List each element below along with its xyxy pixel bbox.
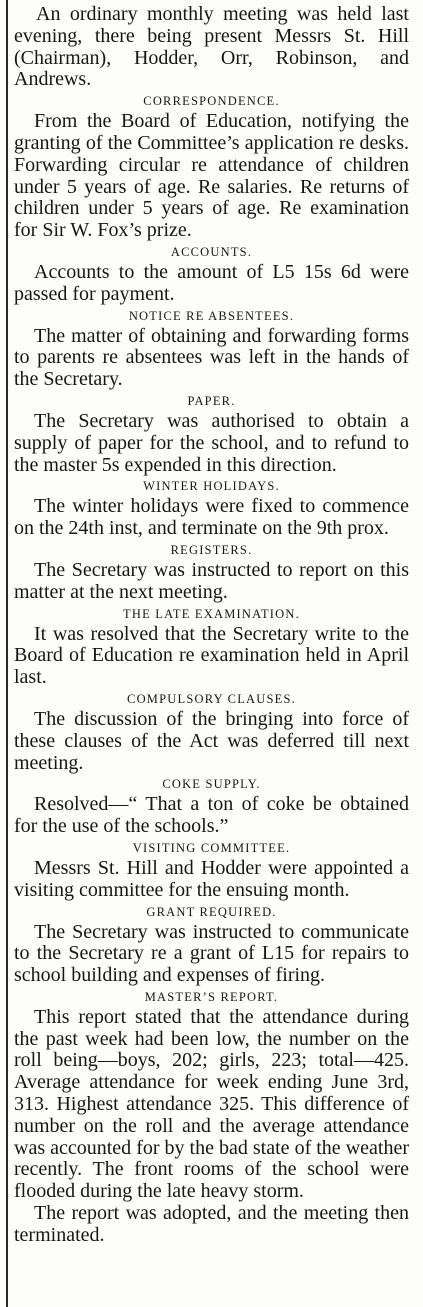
heading-notice-re-absentees: NOTICE RE ABSENTEES. (128, 308, 295, 323)
closing-paragraph: The report was adopted, and the meeting then terminated. (14, 1202, 409, 1246)
heading-paper: PAPER. (187, 393, 236, 408)
paragraph-masters-report: This report stated that the attendance during the past week had been low, the number on the roll being—boys, 202; girls, 223; total—425. Average attendance for week ending June 3rd, 313. Highest attendance 325. This difference of number on the roll and the average attendance was accounted for by the bad state of the weather recently. The front rooms of the school were flooded during the late heavy storm. (14, 1005, 409, 1203)
paragraph-accounts: Accounts to the amount of L5 15s 6d were passed for payment. (14, 260, 409, 305)
heading-visiting-committee: VISITING COMMITTEE. (132, 840, 291, 855)
paragraph-notice-re-absentees: The matter of obtaining and forwarding forms to parents re absentees was left in the hands of the Secretary. (14, 324, 409, 391)
heading-grant-required: GRANT REQUIRED. (146, 904, 277, 919)
heading-coke-supply: COKE SUPPLY. (162, 777, 261, 792)
intro-paragraph: An ordinary monthly meeting was held last evening, there being present Messrs St. Hill (Chairman), Hodder, Orr, Robinson, and Andrews. (14, 3, 409, 91)
heading-registers: REGISTERS. (170, 542, 253, 557)
column-rule (6, 0, 8, 1307)
paragraph-grant-required: The Secretary was instructed to communicate to the Secretary re a grant of L15 for repairs to school building and expenses of firing. (14, 920, 409, 987)
heading-winter-holidays: WINTER HOLIDAYS. (143, 479, 280, 494)
paragraph-compulsory-clauses: The discussion of the bringing into force of these clauses of the Act was deferred till next meeting. (14, 707, 409, 774)
heading-compulsory-clauses: COMPULSORY CLAUSES. (127, 691, 296, 706)
paragraph-registers: The Secretary was instructed to report on this matter at the next meeting. (14, 558, 409, 603)
heading-the-late-examination: THE LATE EXAMINATION. (123, 606, 300, 621)
paragraph-coke-supply: Resolved—“ That a ton of coke be obtained for the use of the schools.” (14, 793, 409, 838)
heading-accounts: ACCOUNTS. (170, 244, 253, 259)
heading-masters-report: MASTER’S REPORT. (144, 989, 279, 1004)
paragraph-the-late-examination: It was resolved that the Secretary write to the Board of Education re examination held in April last. (14, 622, 409, 689)
paragraph-paper: The Secretary was authorised to obtain a supply of paper for the school, and to refund to the master 5s expended in this direction. (14, 409, 409, 476)
paragraph-correspondence: From the Board of Education, notifying the granting of the Committee’s application re desks. Forwarding circular re attendance of children under 5 years of age. Re salaries. Re returns of children under 5 years of age. Re examination for Sir W. Fox’s prize. (14, 110, 409, 242)
paragraph-winter-holidays: The winter holidays were fixed to commence on the 24th inst, and terminate on the 9th prox. (14, 495, 409, 540)
paragraph-visiting-committee: Messrs St. Hill and Hodder were appointed a visiting committee for the ensuing month. (14, 856, 409, 901)
heading-correspondence: CORRESPONDENCE. (143, 94, 280, 109)
